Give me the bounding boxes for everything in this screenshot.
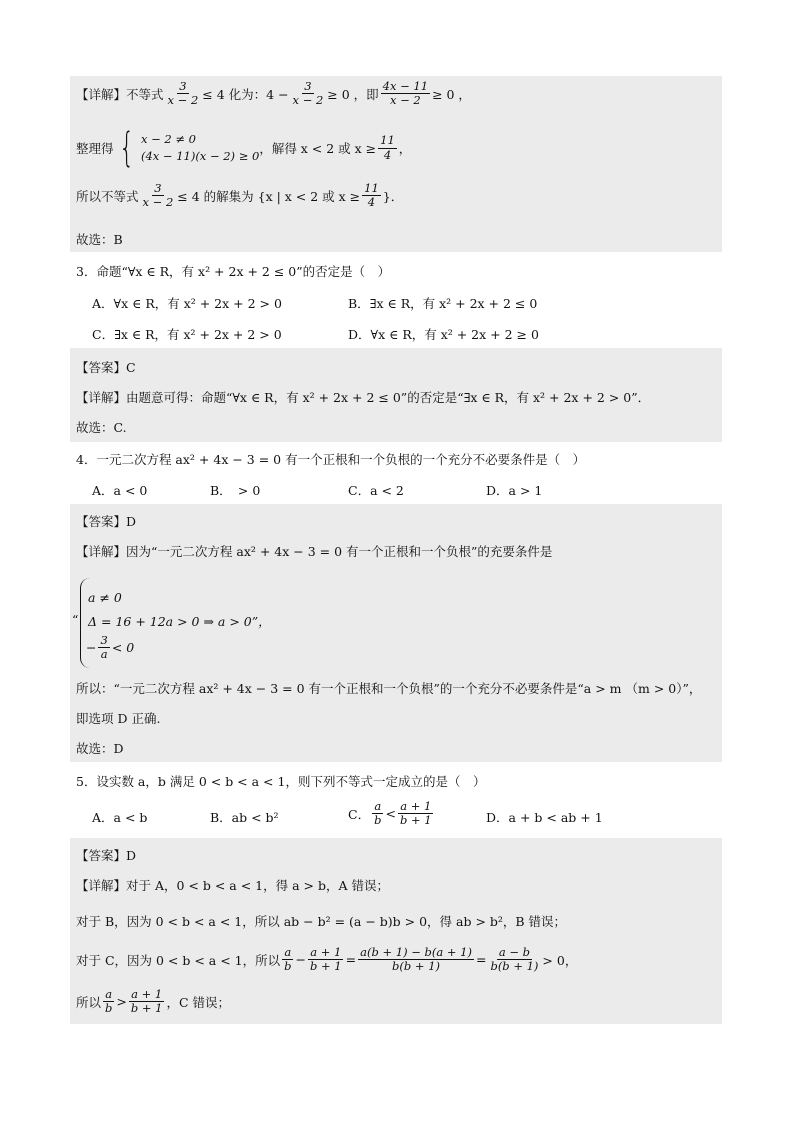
question-text: 4．一元二次方程 ax² + 4x − 3 = 0 有一个正根和一个负根的一个充分不必要条件是（ ） <box>76 452 586 467</box>
q4-detail-line3 <box>76 709 160 727</box>
option-label: A．a < b <box>92 810 148 825</box>
q2-detail-line3 <box>76 182 403 209</box>
answer-text: 【答案】D <box>76 848 137 863</box>
numerator: a <box>105 987 113 1001</box>
text-segment: > <box>116 994 127 1010</box>
q5-option-b[interactable] <box>210 808 279 826</box>
q5-detail-line1 <box>76 876 389 894</box>
fraction <box>166 80 201 107</box>
text-segment: ≤ 4 化为：4 − <box>202 86 289 102</box>
fraction <box>358 946 474 973</box>
text-segment: ， <box>398 141 412 156</box>
detail-text: 【详解】由题意可得：命题“∀x ∈ R，有 x² + 2x + 2 ≤ 0”的否定是“∃x ∈ R，有 x² + 2x + 2 > 0”． <box>76 390 651 405</box>
text-segment: ≥ 0 ，即 <box>327 86 379 102</box>
answer-text: 【答案】D <box>76 514 137 529</box>
text-segment: ，C 错误； <box>166 994 231 1010</box>
numerator: 11 <box>364 181 379 195</box>
q4-option-c[interactable] <box>348 481 404 499</box>
text-segment: }． <box>382 188 404 204</box>
detail-text: 对于 B，因为 0 < b < a < 1，所以 ab − b² = (a − b)b > 0，得 ab > b²，B 错误； <box>76 914 567 929</box>
q4-option-d[interactable] <box>486 481 542 499</box>
denominator: b <box>284 959 292 974</box>
numerator: a(b + 1) − b(a + 1) <box>360 945 472 959</box>
denominator: 4 <box>367 195 376 210</box>
q3-detail <box>76 388 650 406</box>
option-label: B．∃x ∈ R，有 x² + 2x + 2 ≤ 0 <box>348 296 538 311</box>
text-segment: ≥ 0 ， <box>432 86 471 102</box>
q4-detail-line1 <box>76 542 552 560</box>
q5-stem <box>76 772 485 790</box>
q2-answer <box>76 230 123 248</box>
text-segment: = <box>345 952 357 968</box>
q2-detail-line2 <box>76 125 412 171</box>
denominator: b + 1 <box>310 959 342 974</box>
denominator: x − 2 <box>389 93 421 108</box>
option-label: A．∀x ∈ R，有 x² + 2x + 2 > 0 <box>92 296 282 311</box>
fraction <box>378 134 397 161</box>
system-row: Δ = 16 + 12a > 0 ⇒ a > 0”， <box>88 614 271 629</box>
denominator: b <box>105 1001 113 1016</box>
q5-option-a[interactable] <box>92 808 147 826</box>
detail-text: 即选项 D 正确. <box>76 711 161 726</box>
denominator: b(b + 1) <box>392 959 441 974</box>
option-label: B．ab < b² <box>210 810 279 825</box>
q4-system-row3 <box>86 634 134 661</box>
system-row: a ≠ 0 <box>88 590 122 605</box>
denominator: x − 2 <box>167 93 199 108</box>
option-label: D．∀x ∈ R，有 x² + 2x + 2 ≥ 0 <box>348 327 539 342</box>
q3-option-d[interactable] <box>348 325 539 343</box>
q5-answer-label <box>76 846 136 864</box>
fraction <box>129 988 165 1015</box>
q4-detail-line2 <box>76 679 701 697</box>
numerator: a <box>374 799 382 813</box>
denominator: 4 <box>383 147 392 162</box>
fraction <box>103 988 114 1015</box>
denominator: b + 1 <box>130 1001 163 1016</box>
q5-detail-line2 <box>76 912 566 930</box>
denominator: a <box>100 647 108 662</box>
choose-text: 故选：B <box>76 232 123 247</box>
answer-text: 【答案】C <box>76 360 136 375</box>
fraction <box>398 800 434 827</box>
numerator: 3 <box>179 79 187 93</box>
fraction <box>291 80 326 107</box>
q5-option-c[interactable] <box>348 800 436 827</box>
detail-text: 所以：“一元二次方程 ax² + 4x − 3 = 0 有一个正根和一个负根”的一个充分不必要条件是“a > m （m > 0）”， <box>76 681 702 696</box>
fraction <box>282 946 293 973</box>
numerator: a − b <box>498 945 531 959</box>
numerator: 3 <box>304 79 312 93</box>
fraction <box>381 80 430 107</box>
denominator: b + 1 <box>399 813 432 828</box>
fraction <box>488 946 540 973</box>
option-label: B． > 0 <box>210 483 261 498</box>
numerator: a + 1 <box>131 987 163 1001</box>
q5-detail-line4 <box>76 988 230 1015</box>
numerator: a + 1 <box>310 945 342 959</box>
numerator: 11 <box>380 133 395 148</box>
denominator: x − 2 <box>292 93 324 108</box>
text-segment: < <box>385 806 396 822</box>
option-label: D．a + b < ab + 1 <box>486 810 603 825</box>
q4-system-row2 <box>88 612 271 630</box>
detail-text: 【详解】对于 A，0 < b < a < 1，得 a > b，A 错误； <box>76 878 389 893</box>
fraction <box>308 946 344 973</box>
question-text: 3．命题“∀x ∈ R，有 x² + 2x + 2 ≤ 0”的否定是（ ） <box>76 264 391 279</box>
q3-stem <box>76 262 390 280</box>
quote-mark: “ <box>72 612 79 627</box>
choose-text: 故选：C. <box>76 420 127 435</box>
system-row: x − 2 ≠ 0 <box>140 131 196 146</box>
q4-choose <box>76 739 124 757</box>
text-segment: 所以不等式 <box>76 188 139 204</box>
fraction <box>372 800 383 827</box>
text-segment: − <box>295 952 306 968</box>
q3-answer-label <box>76 358 136 376</box>
system-row: (4x − 11)(x − 2) ≥ 0 <box>140 149 260 163</box>
text-segment: ≤ 4 的解集为 {x | x < 2 或 x ≥ <box>177 188 361 204</box>
text-segment: ，解得 x < 2 或 x ≥ <box>259 141 377 156</box>
q4-option-b[interactable] <box>210 481 260 499</box>
numerator: a <box>284 945 292 959</box>
q3-option-a[interactable] <box>92 294 282 312</box>
fraction <box>362 182 381 209</box>
q3-option-c[interactable] <box>92 325 282 343</box>
denominator: b(b + 1) <box>490 959 539 974</box>
detail-label: 【详解】不等式 <box>76 86 164 102</box>
numerator: a + 1 <box>400 799 432 813</box>
denominator: b <box>374 813 382 828</box>
fraction <box>98 634 109 661</box>
text-segment: = <box>475 952 487 968</box>
q4-open-quote <box>72 612 78 627</box>
option-label: C．∃x ∈ R，有 x² + 2x + 2 > 0 <box>92 327 282 342</box>
q2-detail-line1 <box>76 80 471 107</box>
option-label: A．a < 0 <box>92 483 148 498</box>
option-label: C．a < 2 <box>348 483 404 498</box>
brace: { <box>118 125 134 171</box>
denominator: x − 2 <box>142 195 174 210</box>
q4-system-row1 <box>88 590 122 605</box>
fraction <box>141 182 176 209</box>
text-segment: < 0 <box>111 640 135 656</box>
q4-option-a[interactable] <box>92 481 147 499</box>
q4-stem <box>76 450 585 468</box>
q5-option-d[interactable] <box>486 808 603 826</box>
option-label: D．a > 1 <box>486 483 543 498</box>
option-label: C． <box>348 806 371 822</box>
text-segment: 整理得 <box>76 141 114 156</box>
numerator: 3 <box>100 633 108 647</box>
detail-text: 【详解】因为“一元二次方程 ax² + 4x − 3 = 0 有一个正根和一个负根”的充要条件是 <box>76 544 553 559</box>
text-segment: > 0， <box>542 952 578 968</box>
question-text: 5．设实数 a，b 满足 0 < b < a < 1，则下列不等式一定成立的是（ ） <box>76 774 486 789</box>
q4-answer-label <box>76 512 136 530</box>
text-segment: − <box>86 640 97 656</box>
q5-detail-line3 <box>76 946 577 973</box>
equation-system <box>114 125 260 171</box>
text-segment: 所以 <box>76 994 102 1010</box>
text-segment: 对于 C，因为 0 < b < a < 1，所以 <box>76 952 281 968</box>
numerator: 3 <box>154 181 162 195</box>
choose-text: 故选：D <box>76 741 124 756</box>
q3-option-b[interactable] <box>348 294 537 312</box>
numerator: 4x − 11 <box>382 79 429 93</box>
q3-choose <box>76 418 127 436</box>
